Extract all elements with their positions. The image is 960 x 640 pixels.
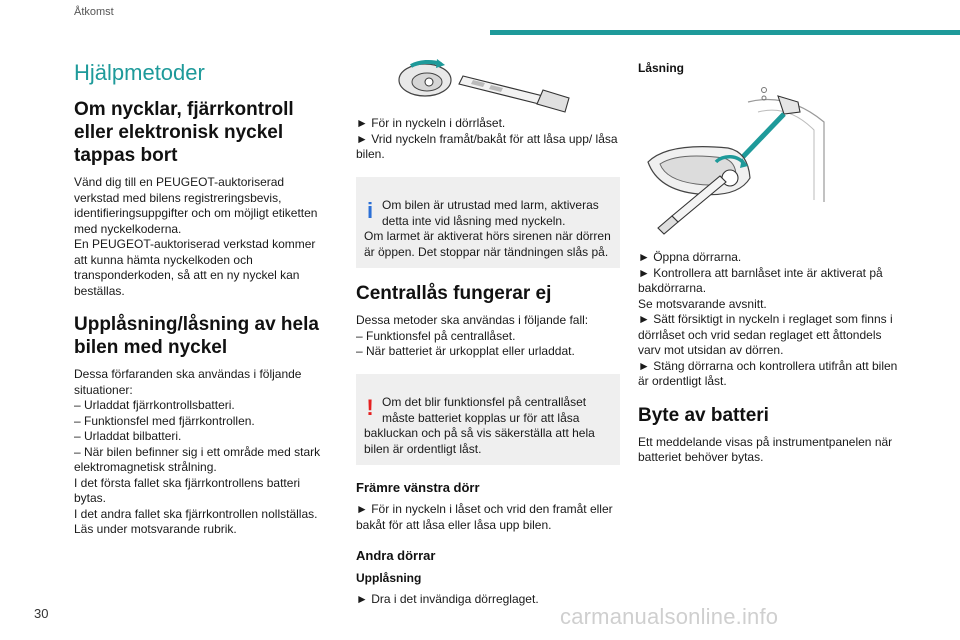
heading-central-lock: Centrallås fungerar ej: [356, 283, 552, 304]
para-battery-replacement: Ett meddelande visas på instrumentpanelen när batteriet behöver bytas.: [638, 434, 893, 464]
info-note: [356, 177, 620, 269]
para-unlocking: ► Dra i det invändiga dörreglaget.: [356, 592, 539, 606]
heading-unlock-with-key: Upplåsning/låsning av hela bilen med nyckel: [74, 314, 319, 358]
warning-icon: !: [366, 395, 374, 420]
info-note-text: Om bilen är utrustad med larm, aktiveras detta inte vid låsning med nyckeln. Om larmet är aktiverat hörs sirenen när dörren är öppen. Det stoppar när tändningen slås på.: [364, 198, 611, 259]
running-head: Åtkomst: [74, 6, 114, 18]
para-front-left-door: ► För in nyckeln i låset och vrid den framåt eller bakåt för att låsa eller låsa upp bilen.: [356, 502, 613, 532]
heading-locking: Låsning: [638, 61, 685, 75]
warning-note: [356, 374, 620, 466]
para-key-instructions: ► För in nyckeln i dörrlåset. ► Vrid nyckeln framåt/bakåt för att låsa upp/ låsa bilen.: [356, 116, 618, 161]
para-central-lock: Dessa metoder ska användas i följande fall: – Funktionsfel på centrallåset. – När batteriet är urkopplat eller urladdat.: [356, 313, 589, 358]
key-in-door-lock-illustration: [393, 54, 583, 116]
heading-other-doors: Andra dörrar: [356, 548, 436, 563]
para-unlock-with-key: Dessa förfaranden ska användas i följande situationer: – Urladdat fjärrkontrollsbatteri. – Funktionsfel med fjärrkontrollen. – Urladdat bilbatteri. – När bilen befinner sig i ett område med stark elektromagnetisk strålning. I det första fallet ska fjärrkontrollens batteri bytas. I det andra fallet ska fjärrkontrollen nollställas. Läs under motsvarande rubrik.: [74, 367, 321, 536]
section-title: Hjälpmetoder: [74, 60, 205, 85]
info-icon: i: [366, 198, 374, 223]
door-lock-key-illustration: [638, 82, 828, 242]
warning-note-text: Om det blir funktionsfel på centrallåset måste batteriet kopplas ur för att låsa bakluckan och på så vis säkerställa att hela bilen är ordentligt låst.: [364, 395, 595, 456]
column-middle: [356, 54, 620, 622]
heading-battery-replacement: Byte av batteri: [638, 404, 769, 426]
heading-front-left-door: Främre vänstra dörr: [356, 480, 480, 495]
column-left: [74, 54, 326, 552]
heading-lost-keys: Om nycklar, fjärrkontroll eller elektronisk nyckel tappas bort: [74, 99, 294, 166]
page-number: 30: [34, 606, 49, 621]
header-rule: [490, 30, 960, 35]
para-locking: ► Öppna dörrarna. ► Kontrollera att barnlåset inte är aktiverat på bakdörrarna. Se motsvarande avsnitt. ► Sätt försiktigt in nyckeln i reglaget som finns i dörrlåset och vrid sedan reglaget ett åttondels varv mot utsidan av dörren. ► Stäng dörrarna och kontrollera utifrån att bilen är ordentligt låst.: [638, 250, 898, 388]
para-lost-keys: Vänd dig till en PEUGEOT-auktoriserad verkstad med bilens registreringsbevis, identifieringsuppgifter och om möjligt etiketten med nyckelkoderna. En PEUGEOT-auktoriserad verkstad kommer att kunna hämta nyckelkoden och transponderkoden, så att en ny nyckel kan beställas.: [74, 175, 318, 298]
heading-unlocking: Upplåsning: [356, 571, 422, 585]
watermark: carmanualsonline.info: [560, 604, 779, 629]
column-right: [638, 54, 900, 480]
